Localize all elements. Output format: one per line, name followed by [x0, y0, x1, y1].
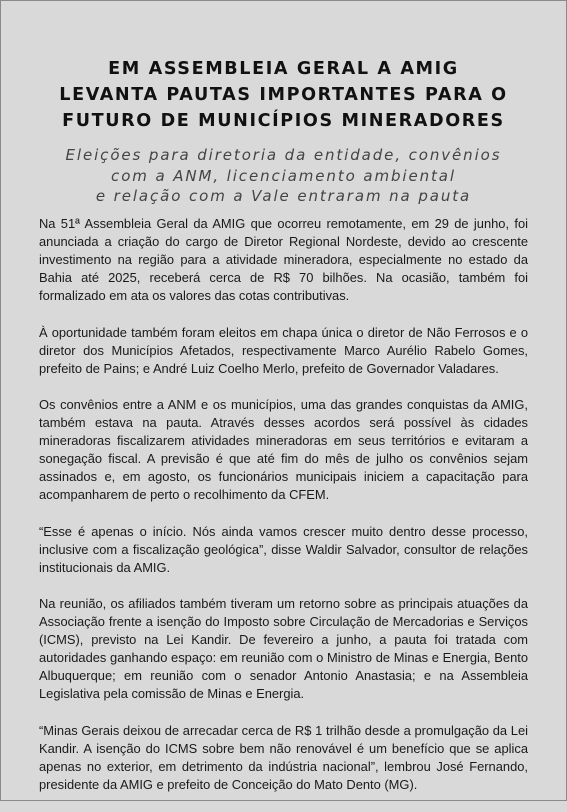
- body-paragraph: “Esse é apenas o início. Nós ainda vamos crescer muito dentro desse processo, inclusive com a fiscalização geológica”, disse Waldir Salvador, consultor de relações institucionais da AMIG.: [39, 523, 528, 575]
- article-subheadline: [20, 145, 547, 207]
- body-paragraph: Na reunião, os afiliados também tiveram um retorno sobre as principais atuações da Associação frente a isenção do Imposto sobre Circulação de Mercadorias e Serviços (ICMS), previsto na Lei Kandir. De fevereiro a junho, a pauta foi tratada com autoridades ganhando espaço: em reunião com o Ministro de Minas e Energia, Bento Albuquerque; em reunião com o senador Antonio Anastasia; e na Assembleia Legislativa pela comissão de Minas e Energia.: [39, 595, 528, 702]
- headline-line: EM ASSEMBLEIA GERAL A AMIG: [108, 59, 459, 79]
- subheadline-line: Eleições para diretoria da entidade, convênios: [65, 146, 502, 164]
- subheadline-line: com a ANM, licenciamento ambiental: [111, 166, 456, 185]
- body-paragraph: Os convênios entre a ANM e os municípios, uma das grandes conquistas da AMIG, também estava na pauta. Através desses acordos será possível às cidades mineradoras fiscalizarem atividades mineradoras em seus territórios e evitaram a sonegação fiscal. A previsão é que até fim do mês de julho os convênios sejam assinados e, em agosto, os funcionários municipais iniciem a capacitação para acompanharem de perto o recolhimento da CFEM.: [39, 396, 528, 503]
- body-paragraph: À oportunidade também foram eleitos em chapa única o diretor de Não Ferrosos e o diretor dos Municípios Afetados, respectivamente Marco Aurélio Rabelo Gomes, prefeito de Pains; e André Luiz Coelho Merlo, prefeito de Governador Valadares.: [39, 324, 528, 376]
- headline-line: FUTURO DE MUNICÍPIOS MINERADORES: [62, 111, 505, 131]
- subheadline-line: e relação com a Vale entraram na pauta: [95, 187, 472, 205]
- headline-line: LEVANTA PAUTAS IMPORTANTES PARA O: [59, 85, 508, 105]
- article-headline: [20, 56, 547, 134]
- article-body: [39, 215, 528, 812]
- body-paragraph: “Minas Gerais deixou de arrecadar cerca de R$ 1 trilhão desde a promulgação da Lei Kandir. A isenção do ICMS sobre bem não renovável é um benefício que se aplica apenas no exterior, em detrimento da indústria nacional”, lembrou José Fernando, presidente da AMIG e prefeito de Conceição do Mato Dento (MG).: [39, 722, 528, 792]
- body-paragraph: Na 51ª Assembleia Geral da AMIG que ocorreu remotamente, em 29 de junho, foi anunciada a criação do cargo de Diretor Regional Nordeste, devido ao crescente investimento na região para a atividade mineradora, especialmente no estado da Bahia até 2025, receberá cerca de R$ 70 bilhões. Na ocasião, também foi formalizado em ata os valores das cotas contributivas.: [39, 216, 528, 304]
